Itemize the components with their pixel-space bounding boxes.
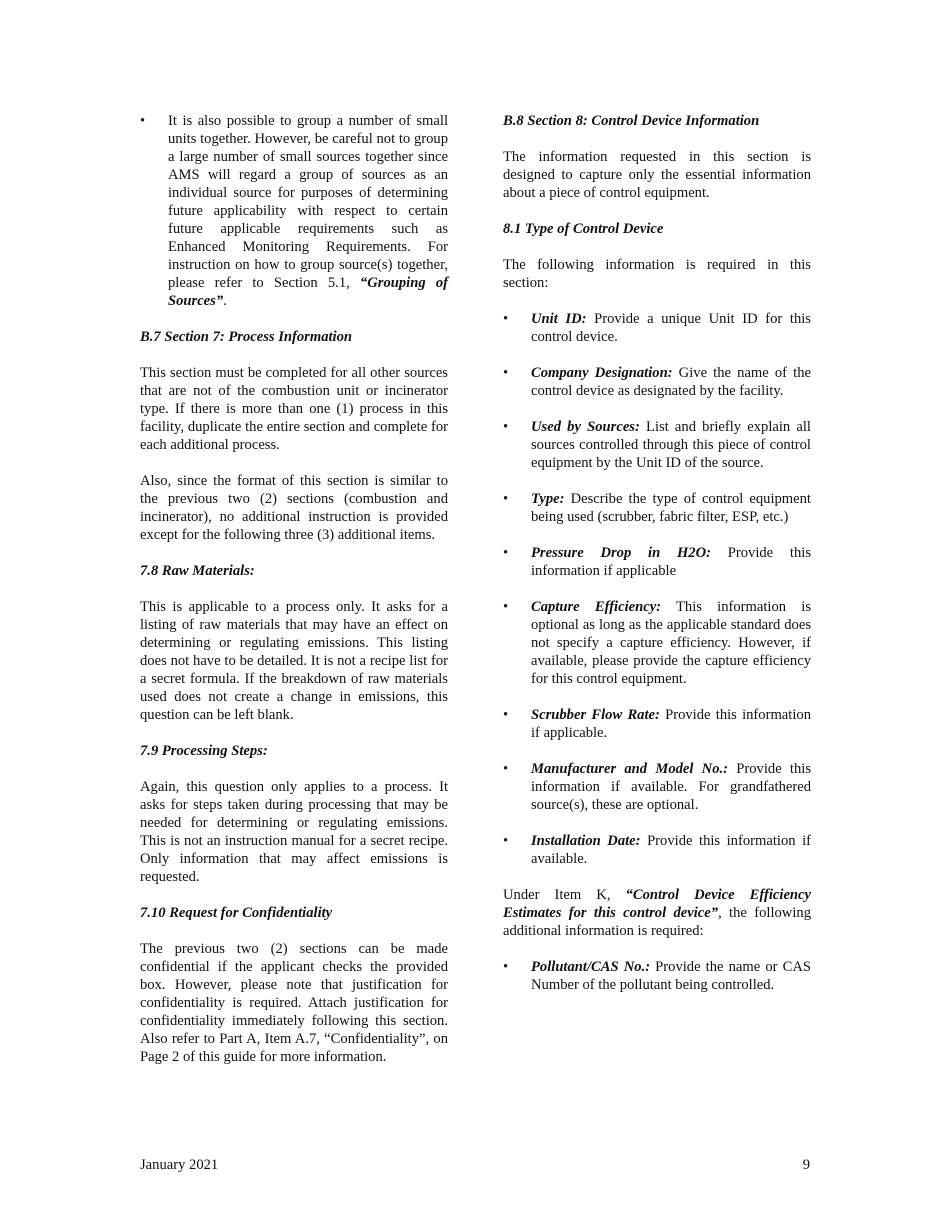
bullet-icon: •: [503, 599, 509, 615]
list-item-term: Unit ID:: [531, 311, 587, 327]
list-item: [503, 706, 811, 742]
paragraph-item-k: [503, 886, 811, 940]
section-heading-8-1: 8.1 Type of Control Device: [503, 221, 664, 237]
list-item: [503, 310, 811, 346]
paragraph-7-8: This is applicable to a process only. It asks for a listing of raw materials that may have an effect on determining or regulating emissions. This listing does not have to be detailed. It is not a recipe list for a secret formula. If the breakdown of raw materials used does not create a change in emissions, this question can be left blank.: [140, 599, 448, 723]
intro-bullet-list: [140, 112, 448, 310]
bullet-icon: •: [503, 365, 509, 381]
list-item-text: This information is optional as long as the applicable standard does not specify a capture efficiency. However, if available, please provide the capture efficiency for this control equipment.: [531, 599, 811, 687]
bullet-icon: •: [503, 491, 509, 507]
list-item: [503, 418, 811, 472]
list-item-term: Installation Date:: [531, 833, 641, 849]
list-item: [503, 598, 811, 688]
paragraph-b8: The information requested in this section is designed to capture only the essential information about a piece of control equipment.: [503, 149, 811, 201]
list-item-term: Type:: [531, 491, 565, 507]
footer-page-number: 9: [802, 1157, 810, 1173]
bullet-icon: •: [503, 761, 509, 777]
list-item-emphasis: “Grouping of Sources”: [168, 275, 448, 309]
list-item-text: Provide this information if available. For grandfathered source(s), these are optional.: [531, 761, 811, 813]
list-item: [503, 490, 811, 526]
list-item-end: .: [223, 293, 227, 309]
list-item-term: Company Designation:: [531, 365, 673, 381]
paragraph-7-9: Again, this question only applies to a process. It asks for steps taken during processing that may be needed for determining or regulating emissions. This is not an instruction manual for a secret recipe. Only information that may affect emissions is requested.: [140, 779, 448, 885]
bullet-icon: •: [140, 113, 146, 129]
list-item: [503, 364, 811, 400]
list-item: [503, 760, 811, 814]
pollutant-list: [503, 958, 811, 994]
bullet-icon: •: [503, 419, 509, 435]
list-item: [140, 112, 448, 310]
right-column: [503, 112, 811, 1012]
section-heading-7-8: 7.8 Raw Materials:: [140, 563, 255, 579]
list-item-term: Scrubber Flow Rate:: [531, 707, 660, 723]
item-k-post: , the following additional information is required:: [503, 905, 811, 939]
paragraph-b7-1: This section must be completed for all other sources that are not of the combustion unit or incinerator type. If there is more than one (1) process in this facility, duplicate the entire section and complete for each additional process.: [140, 365, 448, 453]
list-item-text: Provide this information if available.: [531, 833, 811, 867]
list-item-term: Capture Efficiency:: [531, 599, 662, 615]
list-item-text: Provide this information if applicable.: [531, 707, 811, 741]
section-heading-7-10: 7.10 Request for Confidentiality: [140, 905, 333, 921]
left-column: [140, 112, 448, 1084]
item-k-pre: Under Item K,: [503, 887, 626, 903]
section-heading-7-9: 7.9 Processing Steps:: [140, 743, 268, 759]
paragraph-b7-2: Also, since the format of this section is similar to the previous two (2) sections (combustion and incinerator), no additional instruction is provided except for the following three (3) additional items.: [140, 473, 448, 543]
list-item-term: Pressure Drop in H2O:: [531, 545, 711, 561]
list-item-text: It is also possible to group a number of small units together. However, be careful not to group a large number of small sources together since AMS will regard a group of sources as an individual source for purposes of determining future applicability with respect to certain future applicable requirements such as Enhanced Monitoring Requirements. For instruction on how to group source(s) together, please refer to Section 5.1,: [168, 113, 448, 291]
list-item: [503, 832, 811, 868]
list-item-text: Provide this information if applicable: [531, 545, 811, 579]
bullet-icon: •: [503, 545, 509, 561]
bullet-icon: •: [503, 311, 509, 327]
paragraph-8-1: The following information is required in this section:: [503, 257, 811, 291]
list-item-term: Used by Sources:: [531, 419, 640, 435]
list-item-text: Give the name of the control device as designated by the facility.: [531, 365, 811, 399]
control-device-list: [503, 310, 811, 868]
list-item-text: Describe the type of control equipment being used (scrubber, fabric filter, ESP, etc.): [531, 491, 811, 525]
bullet-icon: •: [503, 959, 509, 975]
list-item-term: Pollutant/CAS No.:: [531, 959, 651, 975]
list-item-text: Provide the name or CAS Number of the pollutant being controlled.: [531, 959, 811, 993]
list-item-text: List and briefly explain all sources controlled through this piece of control equipment by the Unit ID of the source.: [531, 419, 811, 471]
section-heading-b8: B.8 Section 8: Control Device Information: [503, 113, 760, 129]
list-item-text: Provide a unique Unit ID for this control device.: [531, 311, 811, 345]
bullet-icon: •: [503, 833, 509, 849]
list-item-term: Manufacturer and Model No.:: [531, 761, 729, 777]
list-item: [503, 958, 811, 994]
list-item: [503, 544, 811, 580]
bullet-icon: •: [503, 707, 509, 723]
footer-date: January 2021: [140, 1157, 219, 1173]
section-heading-b7: B.7 Section 7: Process Information: [140, 329, 353, 345]
item-k-emphasis: “Control Device Efficiency Estimates for this control device”: [503, 887, 811, 921]
paragraph-7-10: The previous two (2) sections can be made confidential if the applicant checks the provided box. However, please note that justification for confidentiality is required. Attach justification for confidentiality immediately following this section. Also refer to Part A, Item A.7, “Confidentiality”, on Page 2 of this guide for more information.: [140, 941, 448, 1065]
